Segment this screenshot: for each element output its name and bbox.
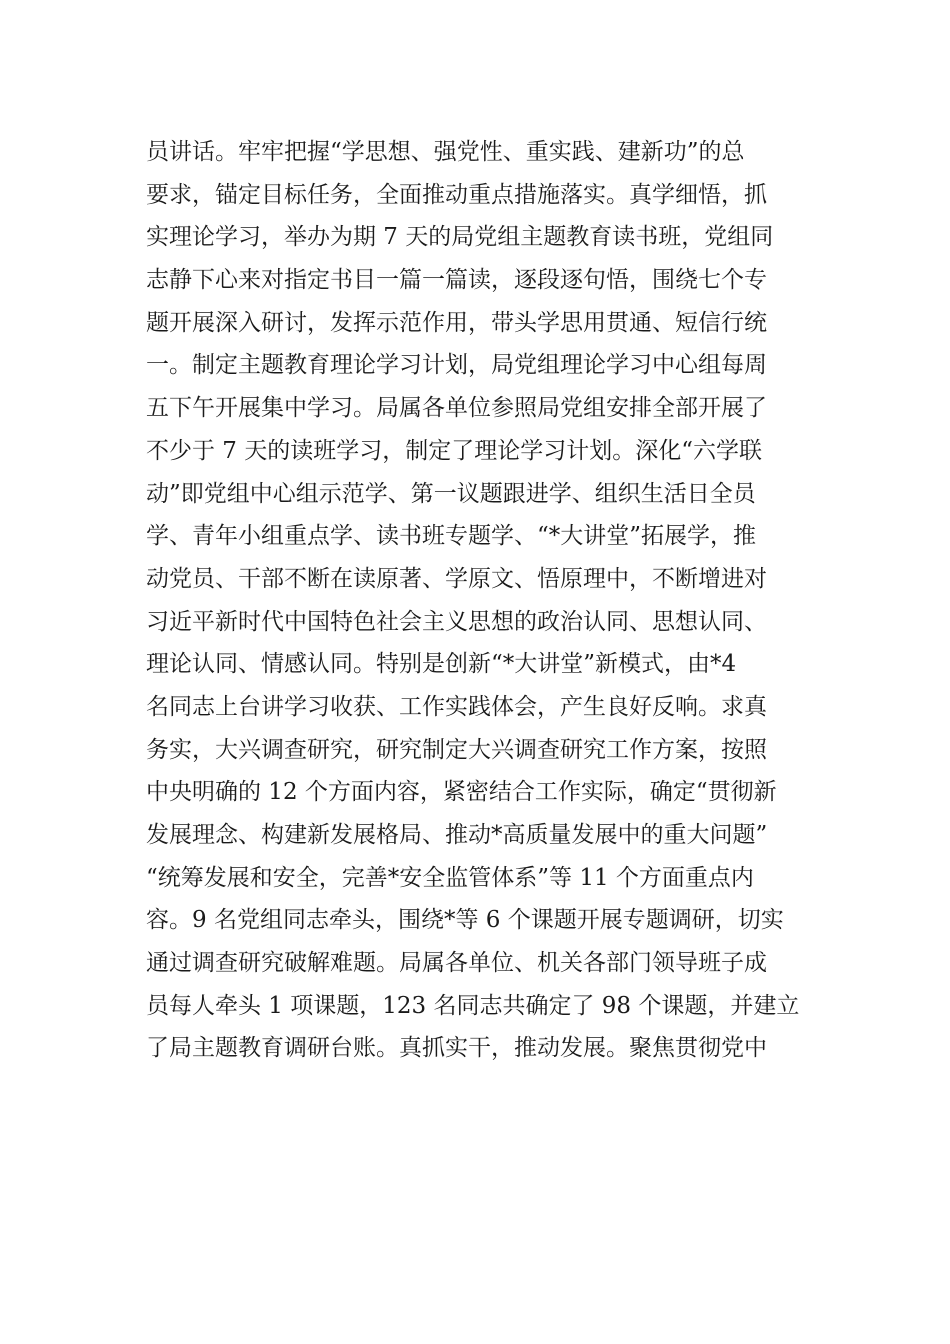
text-line: 发展理念、构建新发展格局、推动*高质量发展中的重大问题” — [146, 822, 768, 848]
text-line: 员每人牵头 1 项课题，123 名同志共确定了 98 个课题，并建立 — [146, 992, 800, 1019]
text-line: 要求，锚定目标任务，全面推动重点措施落实。真学细悟，抓 — [146, 181, 767, 208]
text-line: 题开展深入研讨，发挥示范作用，带头学思用贯通、短信行统 — [146, 309, 767, 336]
text-line: 名同志上台讲学习收获、工作实践体会，产生良好反响。求真 — [146, 693, 767, 720]
text-line: 员讲话。牢牢把握“学思想、强党性、重实践、建新功”的总 — [146, 139, 745, 165]
text-line: 容。9 名党组同志牵头，围绕*等 6 个课题开展专题调研，切实 — [146, 907, 784, 934]
text-line: 通过调查研究破解难题。局属各单位、机关各部门领导班子成 — [146, 950, 767, 977]
text-line: 了局主题教育调研台账。真抓实干，推动发展。聚焦贯彻党中 — [146, 1035, 767, 1062]
text-line: 志静下心来对指定书目一篇一篇读，逐段逐句悟，围绕七个专 — [146, 267, 767, 294]
text-line: “统筹发展和安全，完善*安全监管体系”等 11 个方面重点内 — [146, 864, 754, 891]
text-line: 动党员、干部不断在读原著、学原文、悟原理中，不断增进对 — [146, 565, 767, 592]
text-line: 不少于 7 天的读班学习，制定了理论学习计划。深化“六学联 — [146, 437, 763, 464]
text-line: 动”即党组中心组示范学、第一议题跟进学、组织生活日全员 — [146, 480, 756, 507]
body-text — [146, 131, 826, 1070]
text-line: 务实，大兴调查研究，研究制定大兴调查研究工作方案，按照 — [146, 736, 767, 763]
text-line: 一。制定主题教育理论学习计划，局党组理论学习中心组每周 — [146, 352, 767, 379]
text-line: 习近平新时代中国特色社会主义思想的政治认同、思想认同、 — [146, 608, 767, 635]
text-line: 学、青年小组重点学、读书班专题学、“*大讲堂”拓展学，推 — [146, 523, 757, 550]
text-line: 实理论学习，举办为期 7 天的局党组主题教育读书班，党组同 — [146, 224, 774, 251]
text-line: 中央明确的 12 个方面内容，紧密结合工作实际，确定“贯彻新 — [146, 779, 777, 806]
text-line: 理论认同、情感认同。特别是创新“*大讲堂”新模式，由*4 — [146, 651, 737, 678]
text-line: 五下午开展集中学习。局属各单位参照局党组安排全部开展了 — [146, 395, 767, 422]
